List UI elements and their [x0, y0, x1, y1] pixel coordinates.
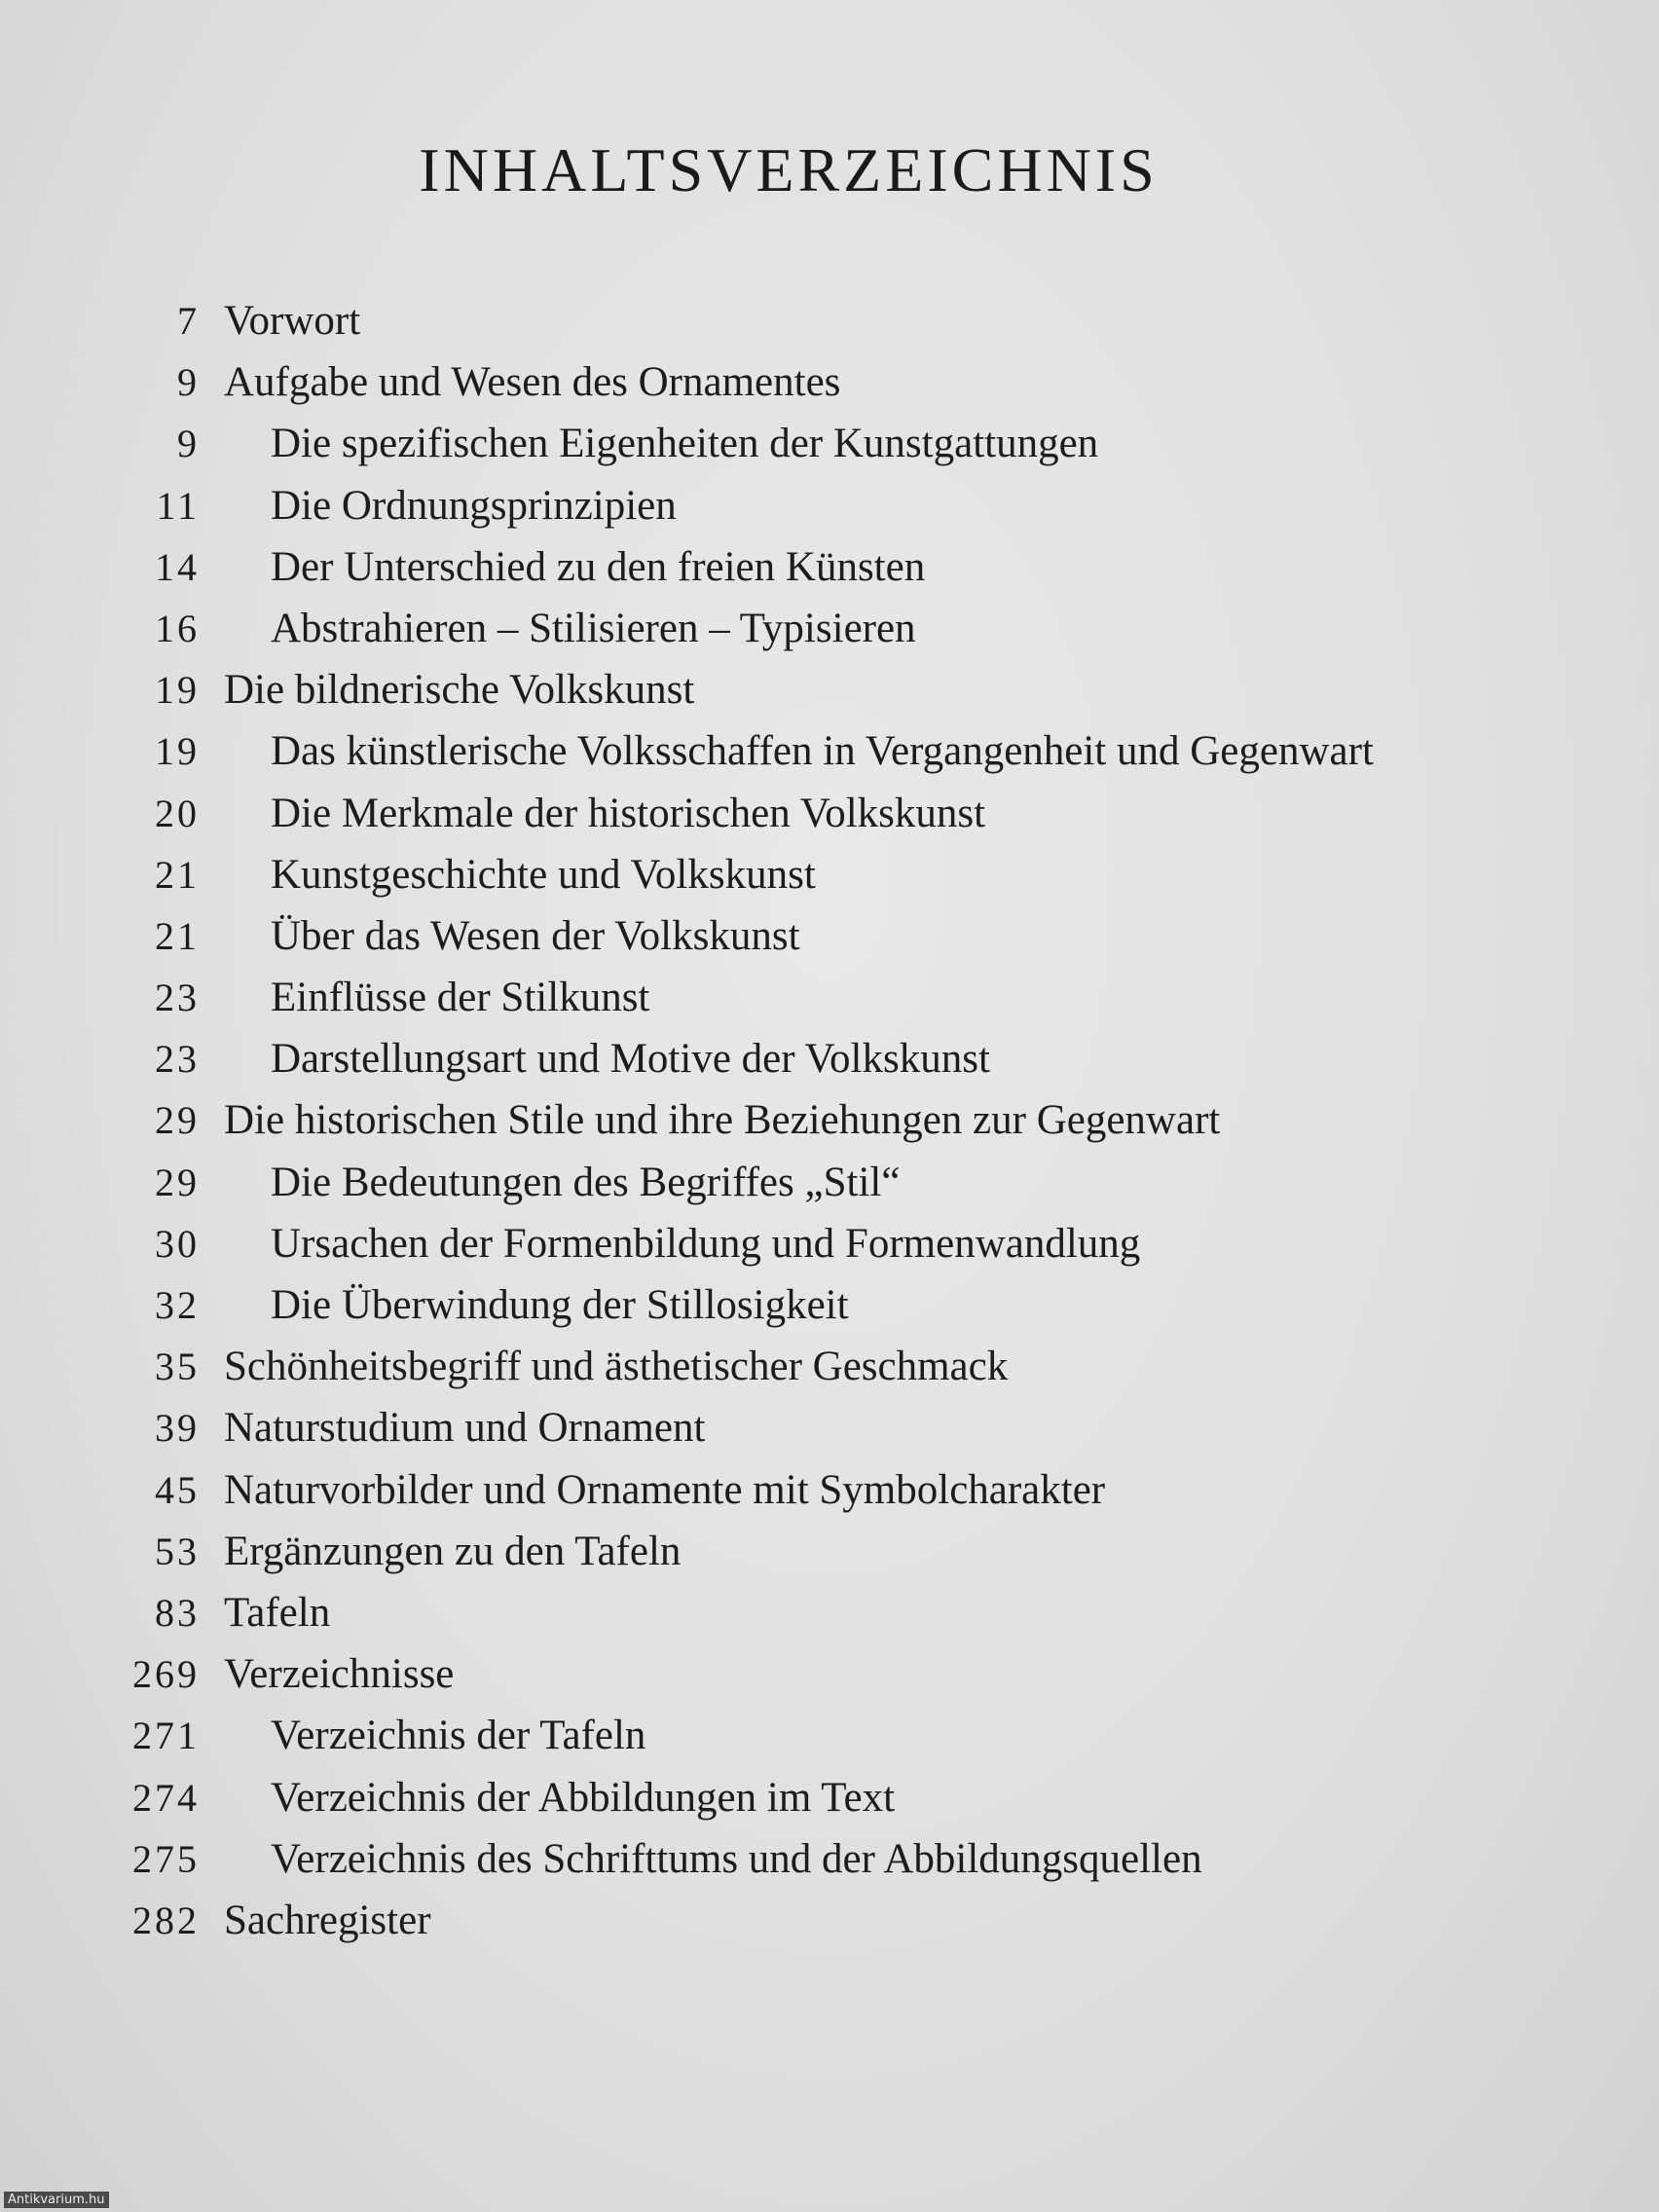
toc-entry-label: Naturvorbilder und Ornamente mit Symbolcharakter — [224, 1466, 1106, 1513]
toc-entry-label: Abstrahieren – Stilisieren – Typisieren — [271, 605, 916, 651]
toc-entry — [0, 1521, 1659, 1582]
toc-subentry — [0, 783, 1659, 844]
toc-entry — [0, 1397, 1659, 1458]
toc-entry-label: Darstellungsart und Motive der Volkskunst — [271, 1036, 990, 1083]
toc-entry-label: Schönheitsbegriff und ästhetischer Geschmack — [224, 1344, 1009, 1390]
toc-entry-label: Die Bedeutungen des Begriffes „Stil“ — [271, 1159, 901, 1205]
toc-entry-label: Verzeichnisse — [224, 1651, 455, 1698]
toc-subentry — [0, 720, 1659, 782]
toc-entry-label: Einflüsse der Stilkunst — [271, 975, 650, 1021]
toc-page-number: 11 — [156, 483, 200, 528]
toc-page-number: 19 — [155, 729, 200, 774]
toc-page-number: 30 — [155, 1221, 200, 1266]
toc-entry — [0, 1582, 1659, 1643]
toc-page-number: 14 — [155, 544, 200, 589]
toc-subentry — [0, 1274, 1659, 1336]
toc-page-number: 83 — [155, 1590, 200, 1635]
toc-entry-label: Verzeichnis des Schrifttums und der Abbildungsquellen — [271, 1835, 1202, 1882]
toc-page-number: 39 — [155, 1406, 200, 1451]
toc-page-number: 23 — [155, 976, 200, 1020]
toc-entry-label: Über das Wesen der Volkskunst — [271, 912, 800, 959]
toc-page-number: 23 — [155, 1037, 200, 1082]
toc-page-number: 19 — [155, 668, 200, 713]
toc-entry-label: Die Überwindung der Stillosigkeit — [271, 1282, 849, 1328]
toc-entry — [0, 1089, 1659, 1151]
toc-page-number: 32 — [155, 1283, 200, 1327]
toc-subentry — [0, 536, 1659, 598]
toc-subentry — [0, 1028, 1659, 1089]
toc-subentry — [0, 598, 1659, 659]
toc-page-number: 275 — [132, 1836, 200, 1881]
toc-subentry — [0, 905, 1659, 967]
toc-page-number: 274 — [132, 1775, 200, 1820]
toc-entry-label: Verzeichnis der Tafeln — [271, 1713, 646, 1759]
toc-entry-label: Ergänzungen zu den Tafeln — [224, 1528, 682, 1574]
toc-entry-label: Die historischen Stile und ihre Beziehungen zur Gegenwart — [224, 1097, 1221, 1144]
toc-page-number: 282 — [132, 1898, 200, 1942]
toc-page-number: 269 — [132, 1652, 200, 1697]
toc-entry — [0, 1336, 1659, 1397]
toc-entry-label: Der Unterschied zu den freien Künsten — [271, 543, 926, 590]
toc-page-number: 271 — [132, 1714, 200, 1758]
toc-entry — [0, 1459, 1659, 1521]
toc-subentry — [0, 1767, 1659, 1828]
toc-page-number: 9 — [177, 360, 200, 405]
page-title: INHALTSVERZEICHNIS — [419, 135, 1159, 204]
toc-entry-label: Die bildnerische Volkskunst — [224, 667, 695, 714]
toc-page-number: 29 — [155, 1098, 200, 1143]
table-of-contents — [0, 290, 1659, 1951]
toc-subentry — [0, 413, 1659, 474]
toc-page-number: 7 — [177, 299, 200, 343]
toc-entry-label: Sachregister — [224, 1897, 431, 1943]
toc-subentry — [0, 844, 1659, 905]
toc-subentry — [0, 1213, 1659, 1274]
toc-subentry — [0, 1152, 1659, 1213]
toc-page-number: 53 — [155, 1529, 200, 1573]
toc-entry-label: Vorwort — [224, 298, 361, 344]
watermark: Antikvarium.hu — [4, 2192, 109, 2208]
toc-entry-label: Kunstgeschichte und Volkskunst — [271, 851, 816, 898]
toc-page-number: 16 — [155, 606, 200, 650]
toc-entry-label: Verzeichnis der Abbildungen im Text — [271, 1774, 896, 1821]
toc-subentry — [0, 475, 1659, 536]
toc-subentry — [0, 1705, 1659, 1766]
toc-page-number: 20 — [155, 791, 200, 835]
toc-entry-label: Die spezifischen Eigenheiten der Kunstgattungen — [271, 421, 1099, 467]
toc-entry-label: Ursachen der Formenbildung und Formenwandlung — [271, 1220, 1141, 1267]
toc-page-number: 45 — [155, 1467, 200, 1512]
toc-page-number: 35 — [155, 1345, 200, 1389]
toc-entry-label: Tafeln — [224, 1589, 331, 1636]
toc-entry — [0, 290, 1659, 351]
toc-entry — [0, 1890, 1659, 1951]
toc-subentry — [0, 1828, 1659, 1890]
toc-entry-label: Aufgabe und Wesen des Ornamentes — [224, 359, 841, 406]
toc-entry — [0, 351, 1659, 413]
toc-page-number: 29 — [155, 1160, 200, 1204]
toc-entry-label: Das künstlerische Volksschaffen in Vergangenheit und Gegenwart — [271, 728, 1374, 775]
toc-entry-label: Die Merkmale der historischen Volkskunst — [271, 790, 986, 836]
toc-subentry — [0, 967, 1659, 1028]
toc-entry — [0, 1643, 1659, 1705]
toc-page-number: 21 — [155, 852, 200, 897]
toc-page-number: 21 — [155, 913, 200, 958]
toc-entry-label: Die Ordnungsprinzipien — [271, 482, 677, 529]
toc-page-number: 9 — [177, 422, 200, 466]
toc-entry-label: Naturstudium und Ornament — [224, 1405, 706, 1452]
toc-entry — [0, 659, 1659, 720]
